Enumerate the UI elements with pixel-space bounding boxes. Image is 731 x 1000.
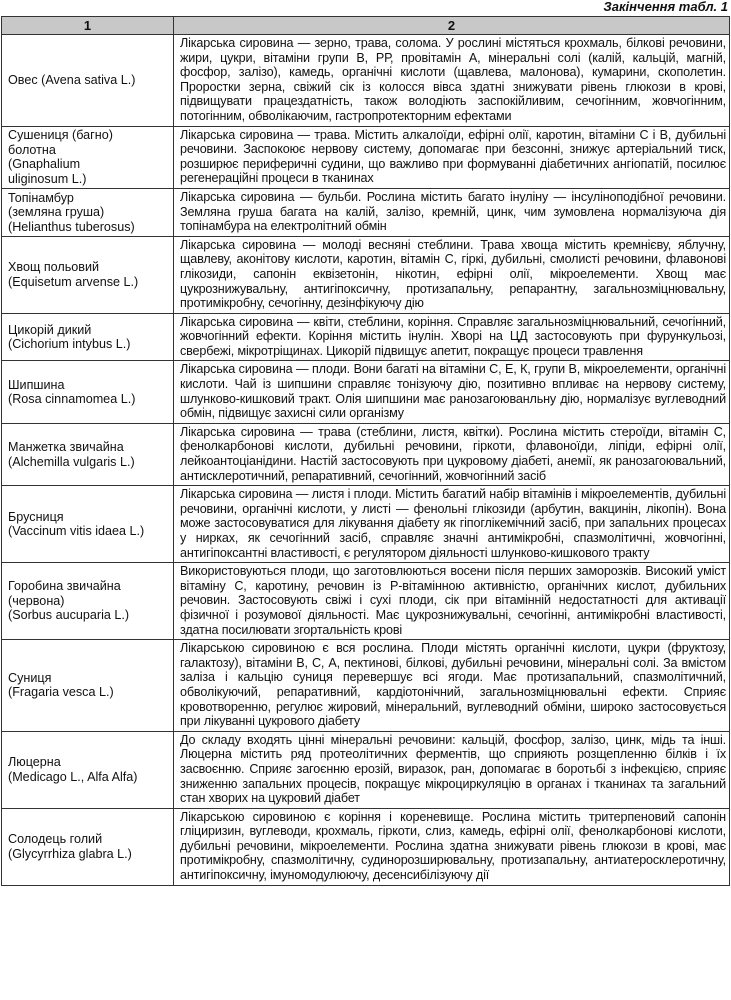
plant-name-line: Манжетка звичайна <box>8 440 124 455</box>
plant-name-line: (Rosa cinnamomea L.) <box>8 392 136 407</box>
plant-name-line: uliginosum L.) <box>8 171 87 186</box>
header-row <box>2 17 730 35</box>
plant-name-line: (Vaccinum vitis idaea L.) <box>8 524 145 539</box>
plant-name-line: (Helianthus tuberosus) <box>8 219 135 234</box>
plant-name-line: Солодець голий <box>8 832 103 847</box>
plant-name-cell <box>2 808 174 885</box>
plant-description-cell: Використовуються плоди, що заготовлюються восени після перших заморозків. Високий уміст вітаміну С, каротину, речовин із Р-вітамінною активністю, органічних кислот, дубильних речовин. Застосовують свіжі і сухі плоди, сік при вітамінній недостатності для активації фізичної і розумової діяльності. Має цукрознижувальні, сечогінні, антимікробні властивості, здатна посилювати згортальність крові <box>174 563 730 640</box>
column-header-1: 1 <box>2 17 174 35</box>
table-row <box>2 563 730 640</box>
table-row <box>2 486 730 563</box>
plant-name-line: Суниця <box>8 670 52 685</box>
table-row <box>2 640 730 732</box>
plant-description-cell: Лікарська сировина — бульби. Рослина містить багато інуліну — інсуліноподібної речовини. Земляна груша багата на калій, залізо, кремній, цинк, чим зумовлена нормалізуюча дія топінамбура на електролітний обмін <box>174 188 730 236</box>
plant-name-line: Брусниця <box>8 509 64 524</box>
plant-name-line: (Alchemilla vulgaris L.) <box>8 454 135 469</box>
table-row <box>2 361 730 423</box>
plant-name-line: (Fragaria vesca L.) <box>8 685 114 700</box>
plant-name-line: (Glycyrrhiza glabra L.) <box>8 846 132 861</box>
plant-name-line: Хвощ польовий <box>8 260 100 275</box>
plant-description-cell: Лікарська сировина — квіти, стеблини, коріння. Справляє загальнозміцнювальний, сечогінний, жовчогінний ефекти. Коріння містить інулін. Хворі на ЦД застосовують при фурункульозі, свербежі, мікротріщинах. Цикорій підвищує апетит, покращує процеси травлення <box>174 313 730 361</box>
plant-description-cell: Лікарською сировиною є коріння і кореневище. Рослина містить тритерпеновий сапонін гліциризин, вуглеводи, крохмаль, гіркоти, слиз, камедь, ефірні олії, фенолкарбонові кислоти, дубильні речовини, мікроелементи. Рослина здатна знижувати рівень глюкози в крові, має протимікробну, спазмолітичну, судинорозширювальну, протизапальну, антиатеросклеротичну, антигіпоксичну, імуномодулюючу, десенсибілізуючу дії <box>174 808 730 885</box>
plant-name-line: Люцерна <box>8 755 61 770</box>
plant-name-line: Шипшина <box>8 377 65 392</box>
plant-name-line: (Cichorium intybus L.) <box>8 337 131 352</box>
plant-name-cell <box>2 563 174 640</box>
plant-name-line: Овес (Avena sativa L.) <box>8 73 136 88</box>
plant-name-line: болотна <box>8 142 56 157</box>
plant-name-line: Сушениця (багно) <box>8 128 113 143</box>
table-row <box>2 126 730 188</box>
plant-name-cell <box>2 486 174 563</box>
plant-name-cell <box>2 640 174 732</box>
plant-name-line: (Sorbus aucuparia L.) <box>8 608 130 623</box>
plant-name-line: (червона) <box>8 593 65 608</box>
plant-name-line: (Medicago L., Alfa Alfa) <box>8 769 138 784</box>
plant-name-cell <box>2 236 174 313</box>
table-row <box>2 188 730 236</box>
plant-name-line: (земляна груша) <box>8 205 105 220</box>
plant-name-line: Горобина звичайна <box>8 579 121 594</box>
plant-name-line: Цикорій дикий <box>8 322 92 337</box>
plant-description-cell: Лікарська сировина — трава (стеблини, листя, квітки). Рослина містить стероїди, вітамін С, фенолкарбонові кислоти, дубильні речовини, гіркоти, флавоноїди, ліпіди, ефірні олії, лейкоантоціанідини. Настій застосовують при цукровому діабеті, анемії, як ранозагоювальний, антисклеротичний, репаративний, сечогінний, жовчогінний засіб <box>174 423 730 485</box>
plant-description-cell: Лікарська сировина — зерно, трава, солома. У рослині містяться крохмаль, білкові речовини, жири, цукри, вітаміни групи В, РР, провітамін А, мінеральні солі (калій, кальцій, магній, фосфор, залізо), камедь, органічні кислоти (щавлева, малонова), кумарини, скополетин. Проростки зерна, свіжий сік із колосся вівса здатні знижувати рівень глюкози в крові, підвищувати працездатність, також володіють заспокійливим, сечогінним, жовчогінним, потогінним, обволікаючим, гастропротекторним ефектами <box>174 35 730 127</box>
plant-description-cell: Лікарська сировина — трава. Містить алкалоїди, ефірні олії, каротин, вітаміни С і В, дубильні речовини. Заспокоює нервову систему, допомагає при безсонні, знижує артеріальний тиск, розширює периферичні судини, що важливо при формуванні діабетичних ангіопатій, посилює регенераційні процеси в тканинах <box>174 126 730 188</box>
plant-name-cell <box>2 126 174 188</box>
herbal-table <box>1 16 730 886</box>
plant-description-cell: Лікарська сировина — плоди. Вони багаті на вітаміни С, Е, К, групи В, мікроелементи, органічні кислоти. Чай із шипшини справляє тонізуючу дію, позитивно впливає на нервову систему, шлунково-кишковий тракт. Олія шипшини має ранозагоюванльну дію, нормалізує вуглеводний обмін, підвищує захисні сили організму <box>174 361 730 423</box>
plant-name-cell <box>2 188 174 236</box>
plant-name-line: Топінамбур <box>8 190 74 205</box>
plant-name-line: (Equisetum arvense L.) <box>8 274 139 289</box>
table-row <box>2 236 730 313</box>
plant-name-cell <box>2 35 174 127</box>
plant-description-cell: До складу входять цінні мінеральні речовини: кальцій, фосфор, залізо, цинк, мідь та інші. Люцерна містить ряд протеолітичних ферментів, що сприяють розщепленню білків і їх засвоєнню. Сприяє загоєнню ерозій, виразок, ран, допомагає в боротьбі з інфекцією, сприяє зниженню запальних процесів, покращує мікроциркуляцію в органах і тканинах та загальний стан хворих на цукровий діабет <box>174 731 730 808</box>
plant-description-cell: Лікарська сировина — листя і плоди. Містить багатий набір вітамінів і мікроелементів, дубильні речовини, органічні кислоти, у листі — фенольні глікозиди (арбутин, вакцинін, лікопін). Вона може застосовуватися для лікування діабету як гіпоглікемічний засіб, при запальних процесах у нирках, як сечогінний засіб, справляє значні антимікробні, спазмолітичні, жовчогінні, антигіпоксантні властивості, є регулятором діяльності шлунково-кишкового тракту <box>174 486 730 563</box>
plant-description-cell: Лікарською сировиною є вся рослина. Плоди містять органічні кислоти, цукри (фруктозу, галактозу), вітаміни В, С, А, пектинові, білкові, дубильні речовини, мінеральні солі. За вмістом заліза і кальцію суниця перевершує всі ягоди. Має протизапальний, спазмолітичний, обволікуючий, репаративний, кардіотонічний, загальнозміцнювальні ефекти. Сприяє кровотворенню, регулює жировий, мінеральний, вуглеводний обміни, широко застосовується при лікуванні цукрового діабету <box>174 640 730 732</box>
table-row <box>2 313 730 361</box>
table-row <box>2 423 730 485</box>
table-row <box>2 731 730 808</box>
table-body <box>2 35 730 886</box>
plant-name-cell <box>2 361 174 423</box>
table-caption: Закінчення табл. 1 <box>603 0 728 14</box>
table-row <box>2 35 730 127</box>
column-header-2: 2 <box>174 17 730 35</box>
table-row <box>2 808 730 885</box>
plant-name-cell <box>2 423 174 485</box>
plant-name-cell <box>2 313 174 361</box>
plant-name-line: (Gnaphalium <box>8 157 81 172</box>
plant-name-cell <box>2 731 174 808</box>
plant-description-cell: Лікарська сировина — молоді весняні стеблини. Трава хвоща містить кремнієву, яблучну, щавлеву, аконітову кислоти, каротин, вітамін С, гіркі, дубильні, смолисті речовини, флавонові глікозиди, сапонін еквізетонін, нікотин, ефірні олії, мікроелементи. Хвощ має цукрознижувальну, антигіпоксичну, протизапальну, репарантну, загальнозміцнювальну, протимікробну, сечогінну, дезінфікуючу дію <box>174 236 730 313</box>
